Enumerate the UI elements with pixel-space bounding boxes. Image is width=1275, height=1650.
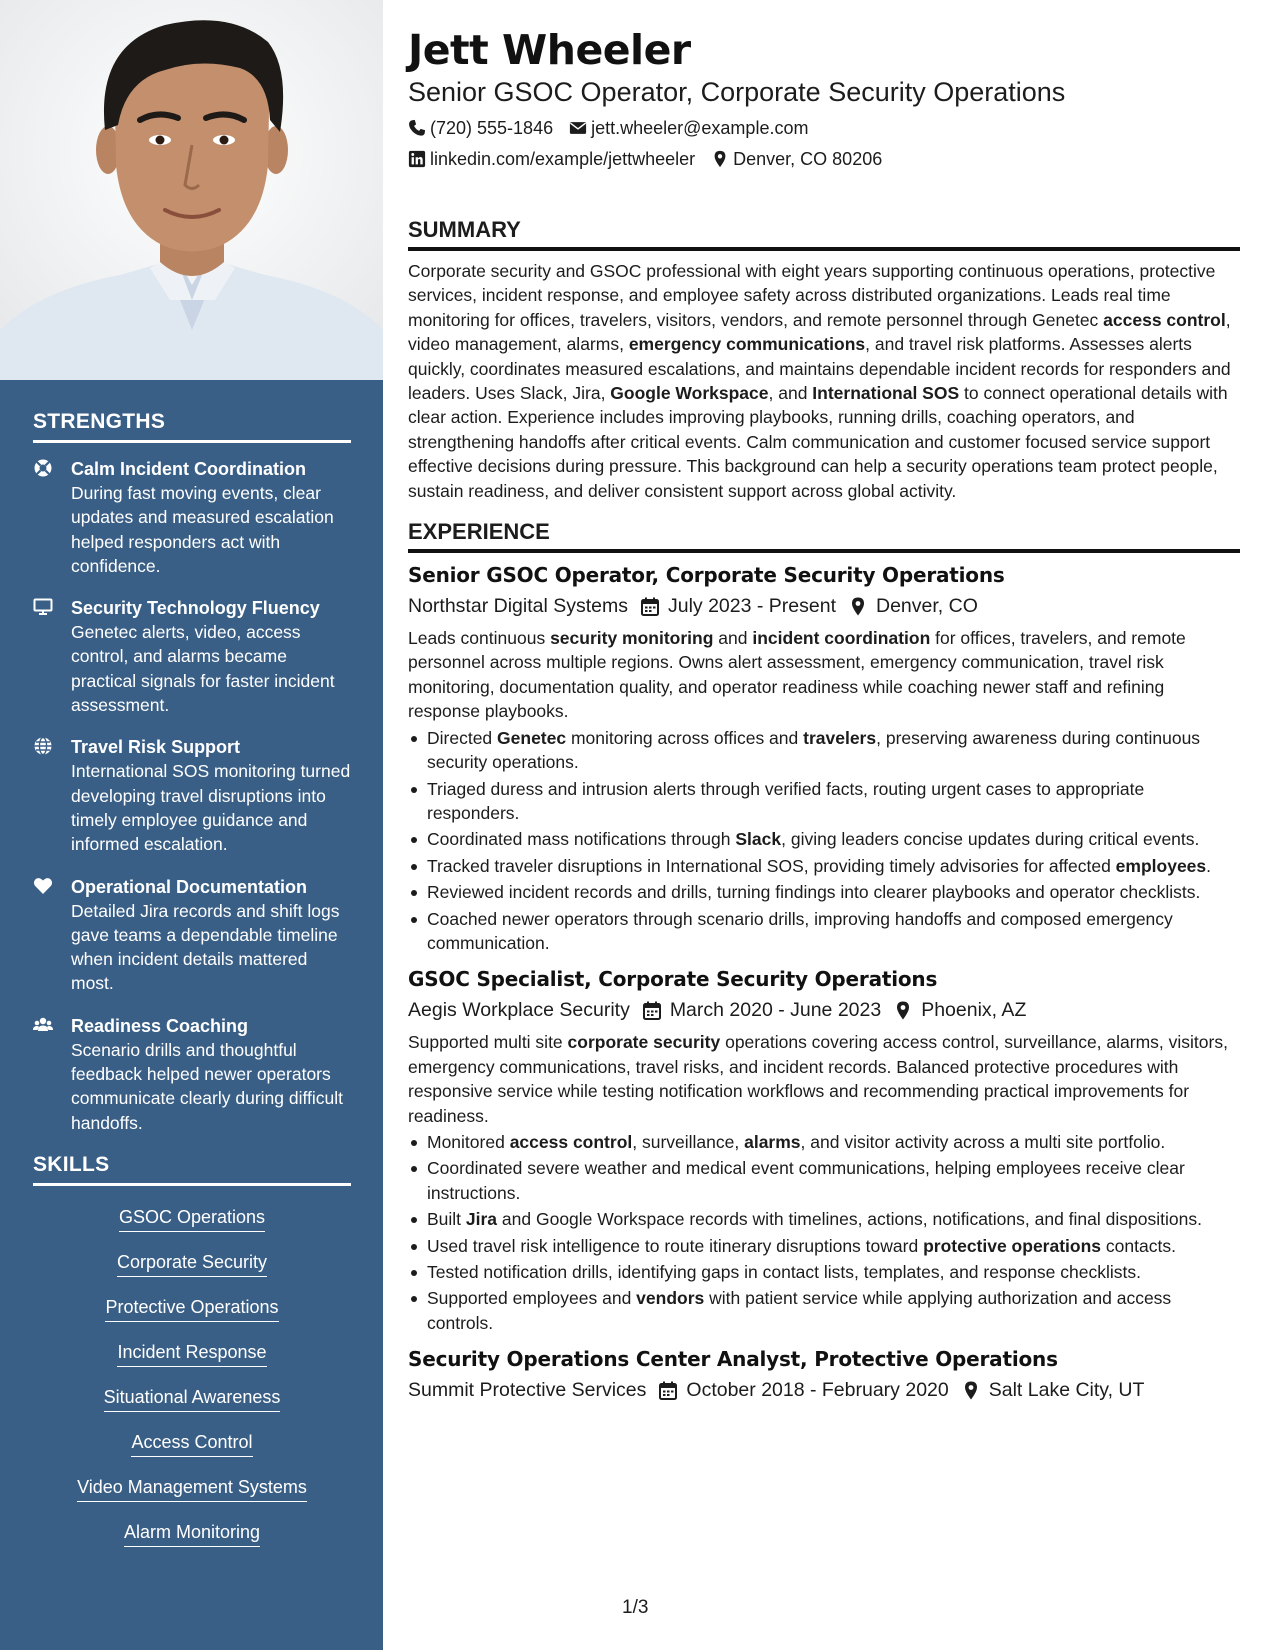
skills-heading: SKILLS	[33, 1153, 351, 1186]
strength-title: Readiness Coaching	[71, 1015, 249, 1036]
summary-text: Corporate security and GSOC professional with eight years supporting continuous operations, protective services, incident response, and employee safety across distributed organizations. Leads real time monitoring for offices, travelers, visitors, vendors, and remote personnel through Genetec access control, video management, alarms, emergency communications, and travel risk platforms. Assesses alerts quickly, coordinates measured escalations, and maintains dependable incident records for responders and leaders. Uses Slack, Jira, Google Workspace, and International SOS to connect operational details with clear action. Experience includes improving playbooks, running drills, coaching operators, and strengthening handoffs after critical events. Calm communication and customer focused service support effective decisions during pressure. This background can help a security operations team protect people, sustain readiness, and deliver consistent support across global activity.	[408, 261, 1231, 501]
life-ring-icon	[33, 457, 57, 578]
linkedin-contact[interactable]	[408, 147, 695, 171]
job-achievements	[408, 726, 1240, 956]
strength-item	[33, 1014, 351, 1135]
job-achievements	[408, 1130, 1240, 1335]
strength-item	[33, 457, 351, 578]
achievement-item: Tracked traveler disruptions in International SOS, providing timely advisories for affected employees.	[408, 854, 1240, 878]
job-dates: July 2023 - Present	[667, 595, 836, 618]
main-content	[408, 22, 1240, 1410]
summary-heading: SUMMARY	[408, 217, 1240, 251]
job-description: Supported multi site corporate security operations covering access control, surveillance, alarms, visitors, emergency communications, travel risks, and incident records. Balanced protective procedures with responsive service while testing notification workflows and recommending practical improvements for readiness.	[408, 1032, 1228, 1126]
map-pin-icon	[849, 597, 867, 616]
job-entry	[408, 561, 1240, 955]
company-name: Summit Protective Services	[408, 1379, 647, 1402]
job-entry	[408, 1345, 1240, 1404]
achievement-item: Coached newer operators through scenario drills, improving handoffs and composed emergency communication.	[408, 907, 1240, 956]
job-meta	[408, 592, 1240, 620]
strength-description: Scenario drills and thoughtful feedback helped newer operators communicate clearly during difficult handoffs.	[71, 1039, 344, 1133]
job-location: Salt Lake City, UT	[988, 1379, 1145, 1402]
strength-title: Operational Documentation	[71, 876, 308, 897]
monitor-icon	[33, 596, 57, 717]
skill-item: Alarm Monitoring	[124, 1519, 260, 1547]
strengths-heading: STRENGTHS	[33, 410, 351, 443]
job-location: Denver, CO	[876, 595, 978, 618]
strength-item	[33, 596, 351, 717]
sidebar	[0, 0, 383, 1650]
users-icon	[33, 1014, 57, 1135]
email-address: jett.wheeler@example.com	[591, 118, 809, 138]
map-pin-icon	[962, 1381, 980, 1400]
skill-item: Access Control	[131, 1429, 252, 1457]
profile-photo	[0, 0, 383, 380]
portrait-image	[0, 0, 383, 380]
skill-item: GSOC Operations	[119, 1204, 265, 1232]
phone-icon	[408, 119, 426, 137]
job-meta	[408, 996, 1240, 1024]
achievement-item: Monitored access control, surveillance, alarms, and visitor activity across a multi site portfolio.	[408, 1130, 1240, 1154]
achievement-item: Built Jira and Google Workspace records with timelines, actions, notifications, and final dispositions.	[408, 1207, 1240, 1231]
phone-number: (720) 555-1846	[430, 118, 554, 138]
strength-item	[33, 875, 351, 996]
skill-item: Situational Awareness	[104, 1384, 281, 1412]
email-contact[interactable]	[569, 116, 808, 140]
strength-item	[33, 735, 351, 856]
summary-section	[408, 217, 1240, 503]
skill-item: Incident Response	[117, 1339, 266, 1367]
globe-icon	[33, 735, 57, 856]
company-name: Aegis Workplace Security	[408, 999, 630, 1022]
candidate-title: Senior GSOC Operator, Corporate Security Operations	[408, 77, 1066, 107]
calendar-icon	[659, 1381, 677, 1400]
achievement-item: Coordinated severe weather and medical event communications, helping employees receive clear instructions.	[408, 1156, 1240, 1205]
job-dates: March 2020 - June 2023	[669, 999, 882, 1022]
job-meta	[408, 1376, 1240, 1404]
envelope-icon	[569, 119, 587, 137]
job-title: GSOC Specialist, Corporate Security Operations	[408, 967, 938, 992]
calendar-icon	[643, 1001, 661, 1020]
experience-heading: EXPERIENCE	[408, 519, 1240, 553]
candidate-name: Jett Wheeler	[408, 26, 691, 74]
contact-row	[408, 147, 1240, 171]
job-entry	[408, 965, 1240, 1335]
heart-icon	[33, 875, 57, 996]
strength-description: During fast moving events, clear updates and measured escalation helped responders act with confidence.	[71, 483, 334, 576]
map-pin-icon	[711, 150, 729, 168]
experience-section	[408, 519, 1240, 1404]
strength-description: International SOS monitoring turned developing travel disruptions into timely employee guidance and informed escalation.	[71, 761, 351, 855]
achievement-item: Reviewed incident records and drills, turning findings into clearer playbooks and operator checklists.	[408, 880, 1240, 904]
skill-item: Protective Operations	[105, 1294, 278, 1322]
strength-title: Travel Risk Support	[71, 737, 241, 758]
linkedin-icon	[408, 150, 426, 168]
map-pin-icon	[894, 1001, 912, 1020]
strength-title: Calm Incident Coordination	[71, 459, 307, 479]
page-number: 1/3	[622, 1597, 649, 1618]
achievement-item: Coordinated mass notifications through Slack, giving leaders concise updates during critical events.	[408, 827, 1240, 851]
achievement-item: Directed Genetec monitoring across offices and travelers, preserving awareness during continuous security operations.	[408, 726, 1240, 775]
job-dates: October 2018 - February 2020	[686, 1379, 949, 1402]
strength-description: Detailed Jira records and shift logs gave teams a dependable timeline when incident details mattered most.	[71, 900, 340, 994]
job-location: Phoenix, AZ	[921, 999, 1027, 1022]
strength-description: Genetec alerts, video, access control, and alarms became practical signals for faster incident assessment.	[71, 622, 335, 716]
company-name: Northstar Digital Systems	[408, 595, 628, 618]
skill-item: Video Management Systems	[77, 1474, 307, 1502]
job-title: Security Operations Center Analyst, Protective Operations	[408, 1347, 1058, 1372]
skill-item: Corporate Security	[117, 1249, 267, 1277]
skills-list	[33, 1200, 351, 1564]
calendar-icon	[641, 597, 659, 616]
job-title: Senior GSOC Operator, Corporate Security Operations	[408, 563, 1005, 588]
phone-contact[interactable]	[408, 116, 553, 140]
strength-title: Security Technology Fluency	[71, 598, 320, 619]
location-text: Denver, CO 80206	[733, 149, 883, 169]
achievement-item: Tested notification drills, identifying gaps in contact lists, templates, and response checklists.	[408, 1260, 1240, 1284]
achievement-item: Used travel risk intelligence to route itinerary disruptions toward protective operations contacts.	[408, 1234, 1240, 1258]
location-contact	[711, 147, 882, 171]
achievement-item: Supported employees and vendors with patient service while applying authorization and access controls.	[408, 1286, 1240, 1335]
contact-row	[408, 116, 1240, 140]
achievement-item: Triaged duress and intrusion alerts through verified facts, routing urgent cases to appropriate responders.	[408, 777, 1240, 826]
linkedin-url: linkedin.com/example/jettwheeler	[430, 149, 696, 169]
job-description: Leads continuous security monitoring and incident coordination for offices, travelers, and remote personnel across multiple regions. Owns alert assessment, emergency communication, travel risk monitoring, documentation quality, and operator readiness while coaching newer staff and refining response playbooks.	[408, 628, 1186, 722]
